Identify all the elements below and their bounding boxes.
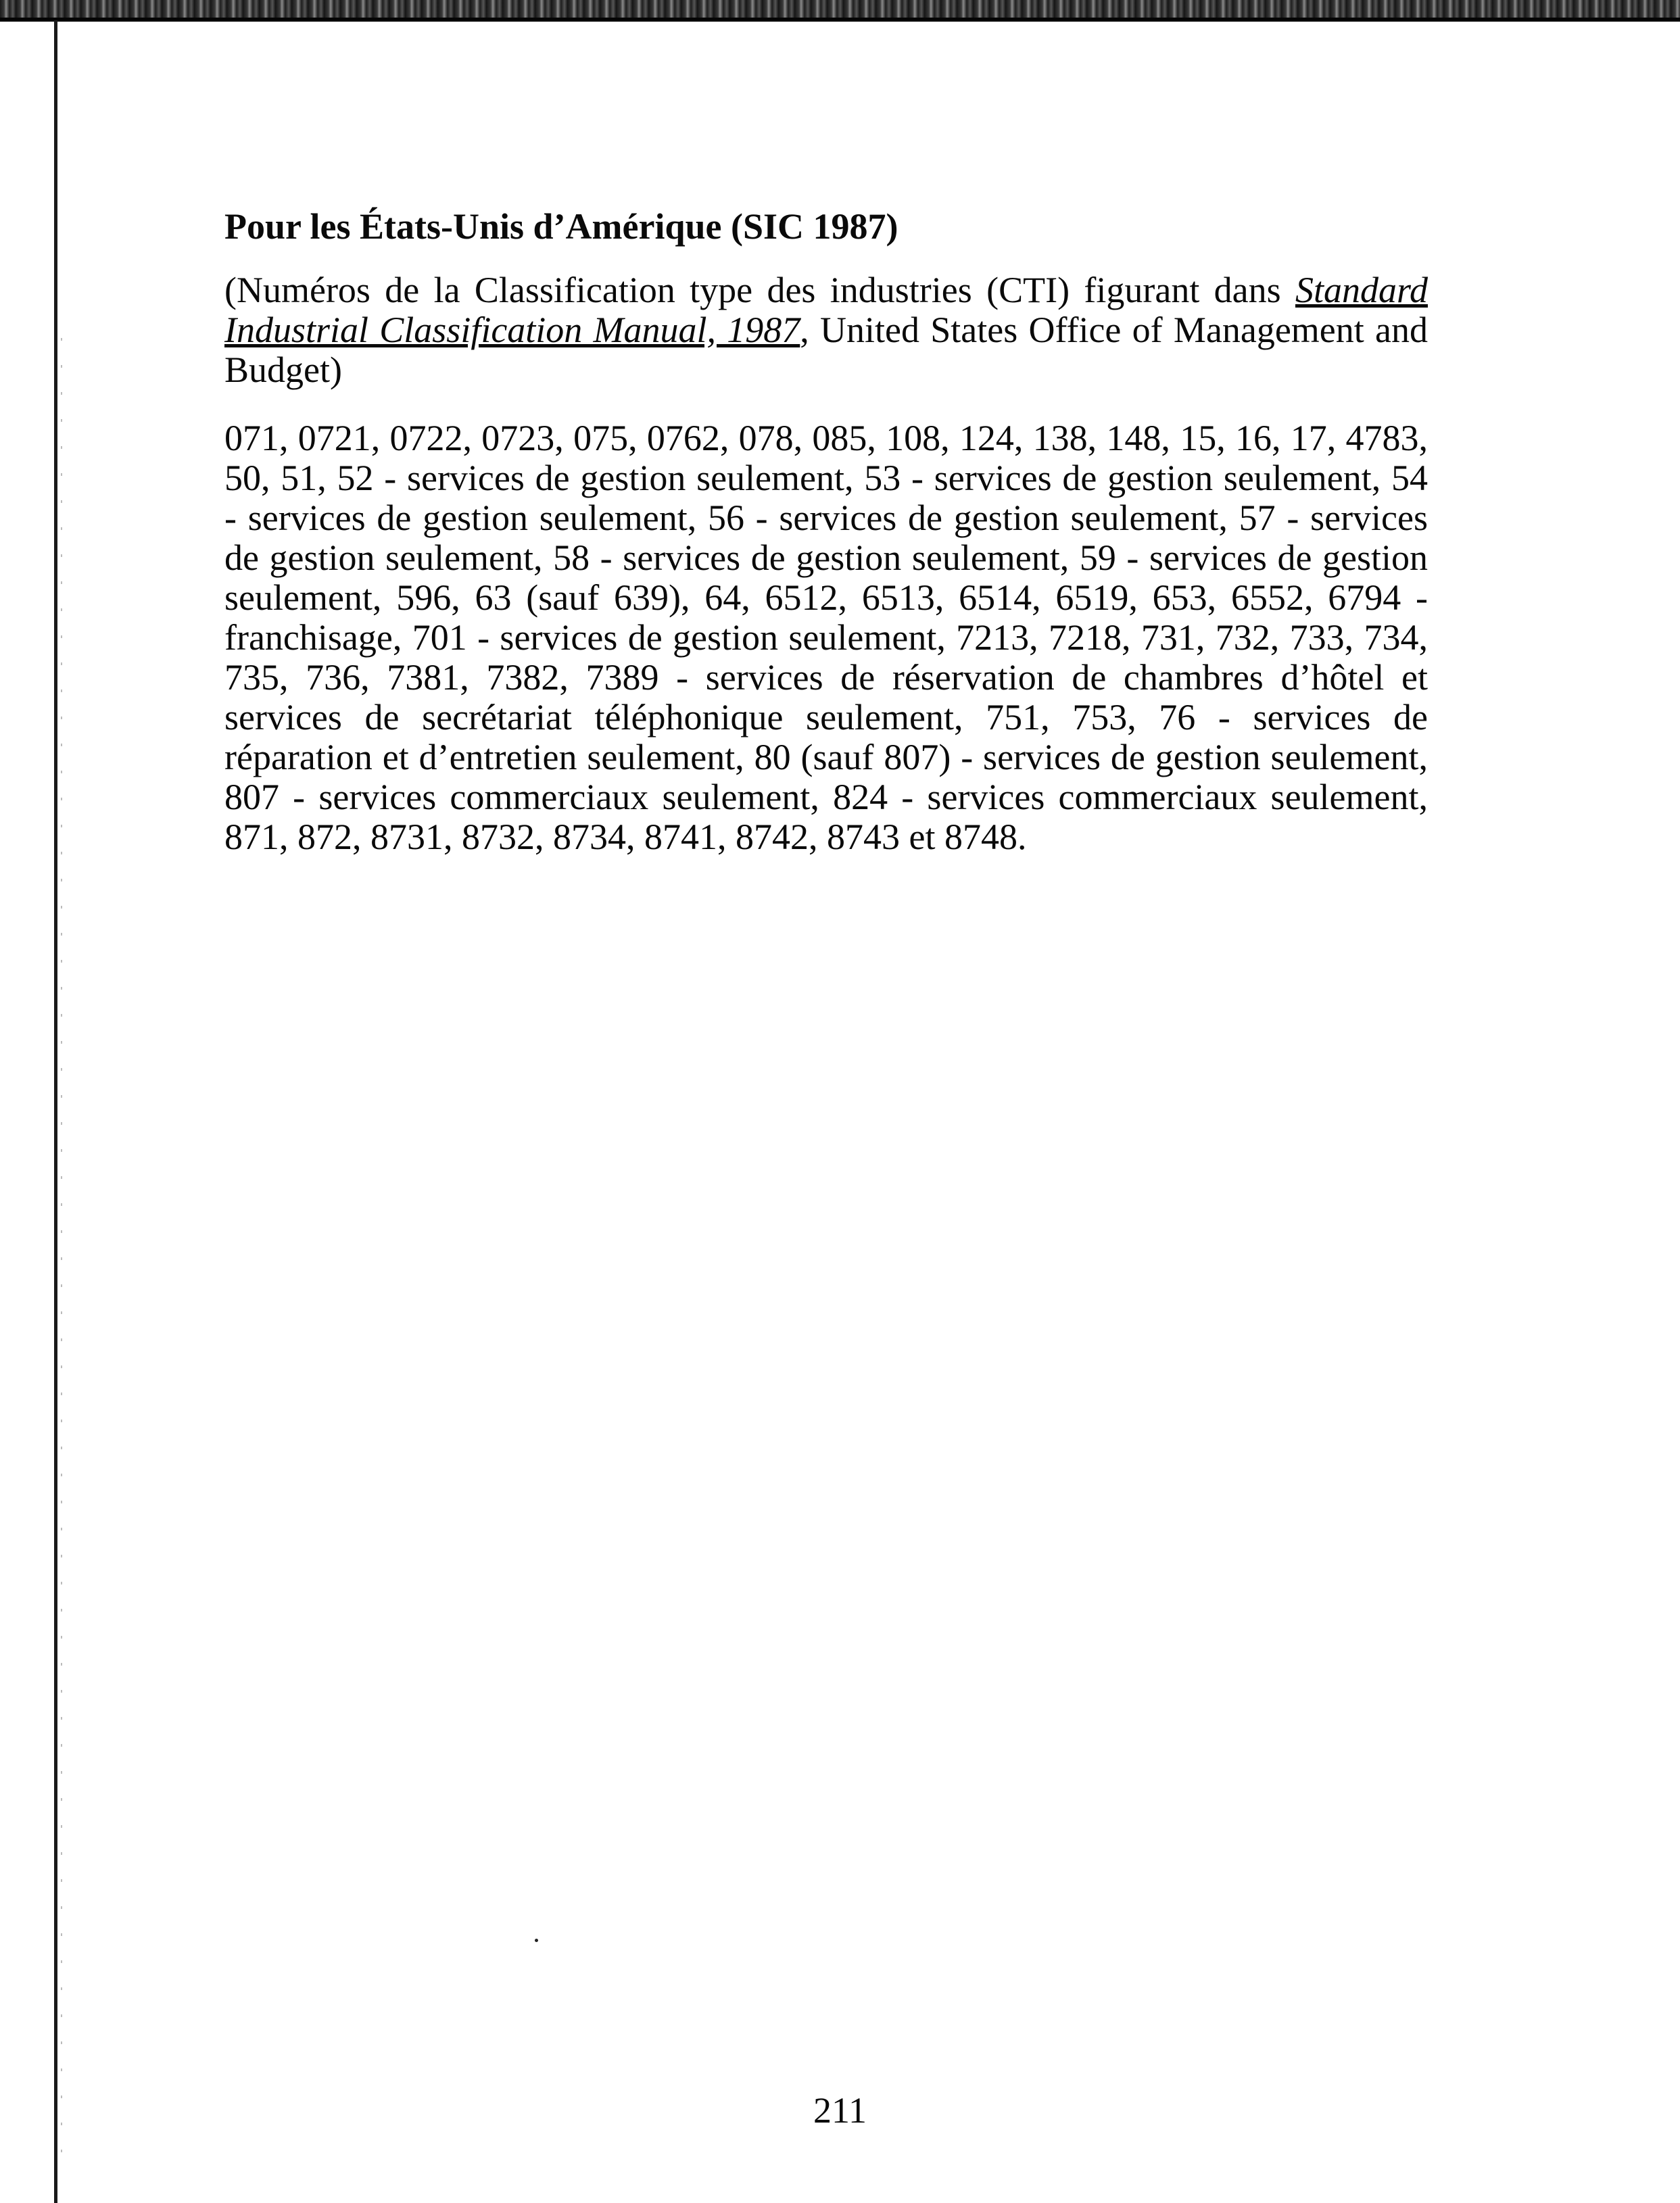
page-number: 211 — [813, 2090, 867, 2131]
source-note-prefix: (Numéros de la Classification type des industries (CTI) figurant dans — [224, 270, 1295, 310]
sic-codes-paragraph: 071, 0721, 0722, 0723, 075, 0762, 078, 085, 108, 124, 138, 148, 15, 16, 17, 4783, 50, 51, 52 - services de gestion seulement, 53 - services de gestion seulement, 54 - services de gestion seulement, 56 - services de gestion seulement, 57 - services de gestion seulement, 58 - services de gestion seulement, 59 - services de gestion seulement, 596, 63 (sauf 639), 64, 6512, 6513, 6514, 6519, 653, 6552, 6794 - franchisage, 701 - services de gestion seulement, 7213, 7218, 731, 732, 733, 734, 735, 736, 7381, 7382, 7389 - services de réservation de chambres d’hôtel et services de secrétariat téléphonique seulement, 751, 753, 76 - services de réparation et d’entretien seulement, 80 (sauf 807) - services de gestion seulement, 807 - services commerciaux seulement, 824 - services commerciaux seulement, 871, 872, 8731, 8732, 8734, 8741, 8742, 8743 et 8748. — [224, 418, 1428, 857]
source-note-suffix: , United States Office of Management and Budget) — [224, 310, 1428, 390]
scan-left-edge-dots — [61, 338, 62, 2163]
source-note — [224, 270, 1428, 390]
manual-title: Standard Industrial Classification Manual, 1987 — [224, 270, 1428, 350]
scan-speck — [535, 1939, 538, 1942]
page-content — [224, 203, 1428, 886]
scan-top-border-line — [0, 18, 1680, 22]
scan-left-edge — [54, 20, 57, 2203]
section-heading: Pour les États-Unis d’Amérique (SIC 1987) — [224, 206, 898, 247]
